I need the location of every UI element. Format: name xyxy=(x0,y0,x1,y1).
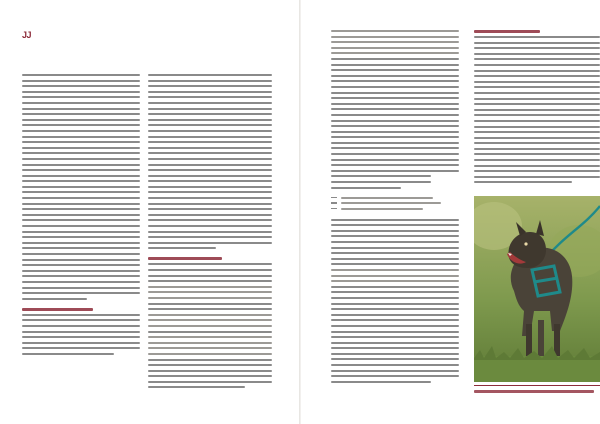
text-line xyxy=(474,92,600,94)
text-line xyxy=(148,280,272,282)
text-line xyxy=(331,170,459,172)
text-line xyxy=(22,314,140,316)
text-line xyxy=(331,136,459,138)
text-column-2 xyxy=(148,74,272,392)
text-line xyxy=(331,108,459,110)
text-line xyxy=(331,159,459,161)
text-line xyxy=(22,119,140,121)
text-line xyxy=(22,259,140,261)
text-line xyxy=(331,336,459,338)
text-line xyxy=(331,347,459,349)
text-line xyxy=(148,175,272,177)
text-line xyxy=(22,347,140,349)
text-line xyxy=(331,224,459,226)
series-logo-icon: JJ xyxy=(22,30,32,40)
text-line xyxy=(148,208,272,210)
text-line xyxy=(148,219,272,221)
text-line xyxy=(22,253,140,255)
text-line xyxy=(331,286,459,288)
section-subhead-bar xyxy=(22,308,93,311)
text-line xyxy=(148,164,272,166)
text-line xyxy=(148,169,272,171)
text-line xyxy=(474,70,600,72)
text-line xyxy=(148,108,272,110)
text-line xyxy=(22,91,140,93)
text-line xyxy=(474,165,600,167)
text-line xyxy=(331,314,459,316)
text-line xyxy=(331,275,459,277)
text-line xyxy=(148,247,216,249)
text-line xyxy=(474,109,600,111)
text-line xyxy=(474,81,600,83)
text-line xyxy=(331,114,459,116)
text-line xyxy=(331,92,459,94)
text-line xyxy=(331,269,459,271)
text-line xyxy=(148,136,272,138)
text-line xyxy=(22,214,140,216)
text-line xyxy=(22,130,140,132)
text-line xyxy=(22,152,140,154)
text-line xyxy=(148,113,272,115)
text-line xyxy=(22,247,140,249)
text-line xyxy=(331,241,459,243)
text-line xyxy=(22,236,140,238)
text-line xyxy=(148,191,272,193)
text-line xyxy=(331,142,459,144)
text-line xyxy=(148,80,272,82)
text-line xyxy=(474,170,600,172)
text-line xyxy=(331,187,401,189)
text-line xyxy=(331,370,459,372)
text-line xyxy=(22,298,87,300)
dog-photo xyxy=(474,196,600,382)
text-line xyxy=(148,74,272,76)
text-line xyxy=(148,347,272,349)
text-line xyxy=(22,203,140,205)
text-line xyxy=(331,331,459,333)
text-line xyxy=(474,36,600,38)
text-line xyxy=(331,219,459,221)
text-line xyxy=(331,80,459,82)
text-line xyxy=(331,175,431,177)
text-line xyxy=(22,136,140,138)
text-line xyxy=(148,242,272,244)
text-line xyxy=(148,297,272,299)
section-subhead-bar xyxy=(148,257,222,260)
text-line xyxy=(148,158,272,160)
text-line xyxy=(148,314,272,316)
text-line xyxy=(148,186,272,188)
text-line xyxy=(331,103,459,105)
text-line xyxy=(148,269,272,271)
text-line xyxy=(22,225,140,227)
text-line xyxy=(148,359,272,361)
text-line xyxy=(22,113,140,115)
text-line xyxy=(331,131,459,133)
text-line xyxy=(148,381,272,383)
text-line xyxy=(148,124,272,126)
text-line xyxy=(331,319,459,321)
text-line xyxy=(148,386,245,388)
dash-icon xyxy=(331,197,337,199)
dog-on-leash-photo-icon xyxy=(474,196,600,382)
text-line xyxy=(148,225,272,227)
aside-heading-bar xyxy=(474,30,540,33)
text-line xyxy=(148,375,272,377)
bullet-item xyxy=(331,208,459,210)
text-line xyxy=(148,85,272,87)
text-line xyxy=(331,41,459,43)
text-line xyxy=(331,164,459,166)
text-line xyxy=(331,325,459,327)
text-line xyxy=(148,203,272,205)
text-line xyxy=(22,141,140,143)
text-line xyxy=(22,191,140,193)
text-line xyxy=(474,58,600,60)
text-line xyxy=(331,30,459,32)
text-line xyxy=(331,252,459,254)
text-line xyxy=(331,303,459,305)
text-line xyxy=(474,142,600,144)
text-line xyxy=(148,286,272,288)
text-line xyxy=(474,148,600,150)
text-line xyxy=(474,103,600,105)
text-line xyxy=(331,47,459,49)
text-line xyxy=(474,159,600,161)
text-line xyxy=(22,292,140,294)
text-line xyxy=(22,80,140,82)
text-line xyxy=(22,164,140,166)
text-line xyxy=(22,158,140,160)
text-line xyxy=(148,141,272,143)
text-line xyxy=(148,180,272,182)
text-line xyxy=(474,181,572,183)
text-line xyxy=(474,98,600,100)
text-line xyxy=(22,242,140,244)
text-line xyxy=(331,280,459,282)
text-line xyxy=(148,353,272,355)
text-line xyxy=(22,325,140,327)
text-line xyxy=(331,86,459,88)
text-line xyxy=(474,176,600,178)
text-line xyxy=(148,96,272,98)
text-line xyxy=(331,258,459,260)
text-line xyxy=(331,52,459,54)
text-line xyxy=(148,303,272,305)
text-line xyxy=(331,358,459,360)
text-line xyxy=(148,319,272,321)
bullet-text-line xyxy=(341,197,433,199)
text-line xyxy=(22,96,140,98)
text-line xyxy=(22,147,140,149)
text-line xyxy=(148,364,272,366)
text-line xyxy=(22,331,140,333)
bullet-text-line xyxy=(341,208,423,210)
bullet-item xyxy=(331,197,459,199)
text-line xyxy=(22,336,140,338)
text-line xyxy=(22,275,140,277)
text-line xyxy=(331,291,459,293)
text-line xyxy=(474,42,600,44)
text-line xyxy=(474,131,600,133)
text-line xyxy=(331,69,459,71)
text-line xyxy=(331,342,459,344)
text-line xyxy=(331,353,459,355)
text-line xyxy=(331,64,459,66)
text-line xyxy=(22,108,140,110)
text-line xyxy=(331,153,459,155)
text-line xyxy=(148,325,272,327)
text-line xyxy=(331,230,459,232)
text-line xyxy=(22,208,140,210)
text-line xyxy=(148,102,272,104)
text-line xyxy=(148,214,272,216)
text-line xyxy=(474,47,600,49)
text-line xyxy=(148,152,272,154)
text-line xyxy=(22,175,140,177)
text-line xyxy=(331,297,459,299)
text-line xyxy=(148,231,272,233)
text-line xyxy=(148,336,272,338)
text-line xyxy=(331,97,459,99)
text-line xyxy=(22,102,140,104)
text-line xyxy=(22,281,140,283)
text-column-3 xyxy=(331,30,459,386)
text-line xyxy=(148,308,272,310)
text-line xyxy=(331,120,459,122)
bullet-item xyxy=(331,202,459,204)
text-line xyxy=(331,58,459,60)
text-line xyxy=(474,120,600,122)
text-line xyxy=(148,370,272,372)
text-line xyxy=(22,270,140,272)
page-gutter xyxy=(299,0,301,424)
text-line xyxy=(22,342,140,344)
text-line xyxy=(331,36,459,38)
text-line xyxy=(331,125,459,127)
text-line xyxy=(148,263,272,265)
bullet-text-line xyxy=(341,202,441,204)
dash-icon xyxy=(331,208,337,210)
text-line xyxy=(22,287,140,289)
text-line xyxy=(22,169,140,171)
text-line xyxy=(148,291,272,293)
text-line xyxy=(331,75,459,77)
text-line xyxy=(22,264,140,266)
text-line xyxy=(22,219,140,221)
photo-caption xyxy=(474,390,594,393)
text-line xyxy=(22,74,140,76)
text-line xyxy=(331,308,459,310)
text-line xyxy=(148,197,272,199)
text-line xyxy=(331,375,459,377)
text-line xyxy=(331,235,459,237)
text-line xyxy=(148,147,272,149)
text-line xyxy=(22,197,140,199)
text-line xyxy=(148,275,272,277)
text-line xyxy=(474,86,600,88)
text-line xyxy=(22,353,114,355)
text-line xyxy=(474,126,600,128)
text-line xyxy=(148,342,272,344)
text-line xyxy=(148,119,272,121)
text-line xyxy=(331,181,431,183)
text-line xyxy=(148,236,272,238)
text-line xyxy=(474,75,600,77)
text-line xyxy=(22,180,140,182)
text-line xyxy=(22,186,140,188)
text-line xyxy=(331,364,459,366)
text-line xyxy=(331,263,459,265)
caption-rule xyxy=(474,385,600,386)
text-line xyxy=(22,231,140,233)
text-line xyxy=(474,137,600,139)
text-line xyxy=(22,85,140,87)
text-line xyxy=(22,124,140,126)
text-line xyxy=(474,64,600,66)
text-line xyxy=(148,130,272,132)
text-line xyxy=(474,114,600,116)
text-line xyxy=(474,153,600,155)
text-line xyxy=(331,247,459,249)
text-line xyxy=(474,53,600,55)
dash-icon xyxy=(331,202,337,204)
text-line xyxy=(148,91,272,93)
text-line xyxy=(331,147,459,149)
text-line xyxy=(148,331,272,333)
text-column-1 xyxy=(22,74,140,359)
text-line xyxy=(331,381,431,383)
aside-column xyxy=(474,30,600,187)
text-line xyxy=(22,319,140,321)
